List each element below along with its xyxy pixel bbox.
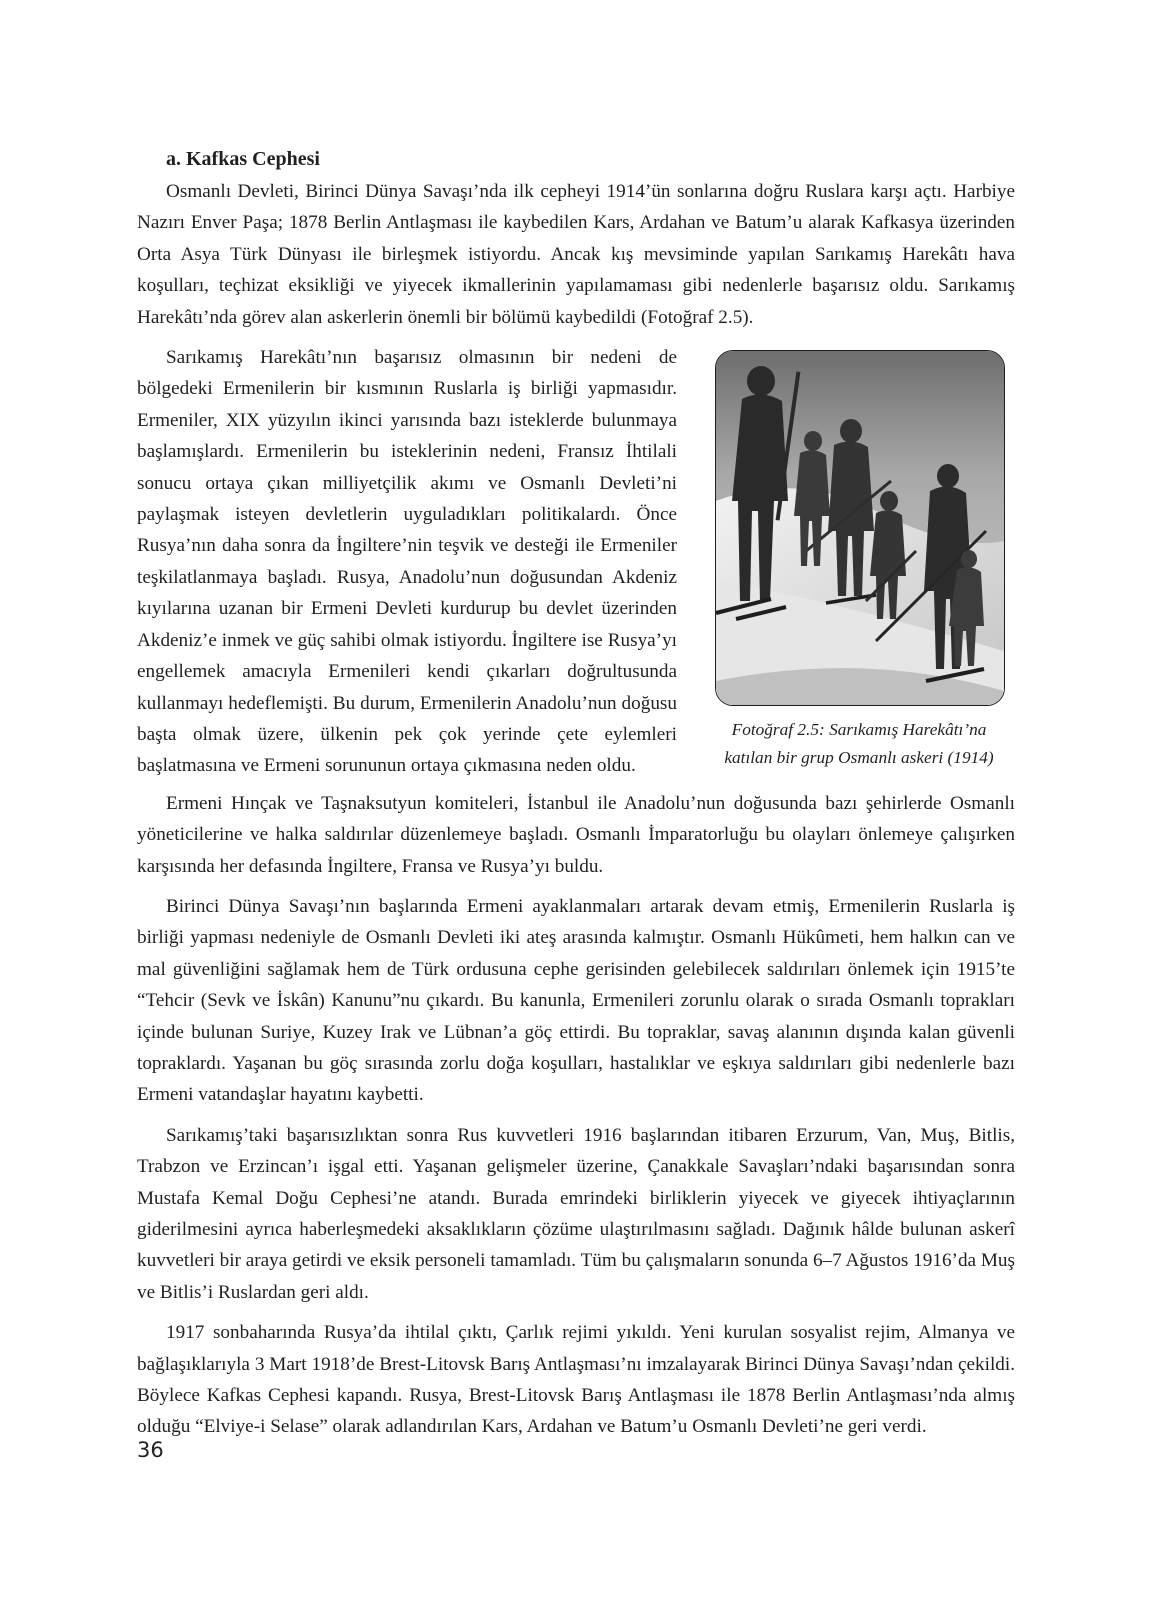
paragraph-4: Birinci Dünya Savaşı’nın başlarında Ermeni ayaklanmaları artarak devam etmiş, Ermenilerin Ruslarla iş birliği yapması nedeniyle de Osmanlı Devleti iki ateş arasında kalmıştır. Osmanlı Hükûmeti, hem halkın can ve mal güvenliğini sağlamak hem de Türk ordusuna cephe gerisinden gelebilecek saldırıları önlemek için 1915’te “Tehcir (Sevk ve İskân) Kanunu”nu çıkardı. Bu kanunla, Ermenileri zorunlu olarak o sırada Osmanlı toprakları içinde bulunan Suriye, Kuzey Irak ve Lübnan’a göç ettirdi. Bu topraklar, savaş alanının dışında kalan güvenli topraklardı. Yaşanan bu göç sırasında zorlu doğa koşulları, hastalıklar ve eşkıya saldırıları gibi nedenlerle bazı Ermeni vatandaşlar hayatını kaybetti. (137, 895, 1015, 1106)
page-number: 36 (137, 1438, 164, 1462)
paragraph-1: Osmanlı Devleti, Birinci Dünya Savaşı’nda ilk cepheyi 1914’ün sonlarına doğru Ruslara karşı açtı. Harbiye Nazırı Enver Paşa; 1878 Berlin Antlaşması ile kaybedilen Kars, Ardahan ve Batum’u alarak Kafkasya üzerinden Orta Asya Türk Dünyası ile birleşmek istiyordu. Ancak kış mevsiminde yapılan Sarıkamış Harekâtı hava koşulları, teçhizat eksikliği ve yiyecek ikmallerinin yapılamaması gibi nedenlerle başarısız oldu. Sarıkamış Harekâtı’nda görev alan askerlerin önemli bir bölümü kaybedildi (Fotoğraf 2.5). (137, 181, 1015, 328)
section-title: a. Kafkas Cephesi (166, 148, 320, 170)
page-content (137, 144, 1015, 1452)
text-with-figure (137, 342, 1015, 782)
figure-2-5 (703, 350, 1015, 772)
paragraph-2: Sarıkamış Harekâtı’nın başarısız olmasının bir nedeni de bölgedeki Ermenilerin bir kısmının Ruslarla iş birliği yapmasıdır. Ermeniler, XIX yüzyılın ikinci yarısında bazı isteklerde bulunmaya başlamışlardı. Ermenilerin bu isteklerinin nedeni, Fransız İhtilali sonucu ortaya çıkan milliyetçilik akımı ve Osmanlı Devleti’ni paylaşmak isteyen devletlerin uyguladıkları politikalardı. Önce Rusya’nın daha sonra da İngiltere’nin teşvik ve desteği ile Ermeniler teşkilatlanmaya başladı. Rusya, Anadolu’nun doğusundan Akdeniz kıyılarına uzanan bir Ermeni Devleti kurdurup bu devlet üzerinden Akdeniz’e inmek ve güç sahibi olmak istiyordu. İngiltere ise Rusya’yı engellemek amacıyla Ermenileri kendi çıkarları doğrultusunda kullanmayı hedeflemişti. Bu durum, Ermenilerin Anadolu’nun doğusu başta olmak üzere, ülkenin pek çok yerinde çete eylemleri başlatmasına ve Ermeni sorununun ortaya çıkmasına neden oldu. (137, 347, 677, 777)
figure-caption (703, 716, 1015, 772)
soldiers-photo (715, 350, 1005, 706)
caption-line-1: Fotoğraf 2.5: Sarıkamış Harekâtı’na (731, 720, 987, 740)
paragraph-6: 1917 sonbaharında Rusya’da ihtilal çıktı, Çarlık rejimi yıkıldı. Yeni kurulan sosyalist rejim, Almanya ve bağlaşıklarıyla 3 Mart 1918’de Brest-Litovsk Barış Antlaşması’nı imzalayarak Birinci Dünya Savaşı’ndan çekildi. Böylece Kafkas Cephesi kapandı. Rusya, Brest-Litovsk Barış Antlaşması ile 1878 Berlin Antlaşması’nda almış olduğu “Elviye-i Selase” olarak adlandırılan Kars, Ardahan ve Batum’u Osmanlı Devleti’ne geri verdi. (137, 1322, 1015, 1438)
paragraph-5: Sarıkamış’taki başarısızlıktan sonra Rus kuvvetleri 1916 başlarından itibaren Erzurum, Van, Muş, Bitlis, Trabzon ve Erzincan’ı işgal etti. Yaşanan gelişmeler üzerine, Çanakkale Savaşları’ndaki başarısından sonra Mustafa Kemal Doğu Cephesi’ne atandı. Burada emrindeki birliklerin yiyecek ve giyecek ihtiyaçlarının giderilmesini ayrıca haberleşmedeki aksaklıkların çözüme ulaştırılmasını sağladı. Dağınık hâlde bulunan askerî kuvvetleri bir araya getirdi ve eksik personeli tamamladı. Tüm bu çalışmaların sonunda 6–7 Ağustos 1916’da Muş ve Bitlis’i Ruslardan geri aldı. (137, 1124, 1015, 1303)
caption-line-2: katılan bir grup Osmanlı askeri (1914) (724, 748, 994, 768)
soldiers-photo-illustration (716, 351, 1004, 705)
paragraph-3: Ermeni Hınçak ve Taşnaksutyun komiteleri, İstanbul ile Anadolu’nun doğusunda bazı şehirlerde Osmanlı yöneticilerine ve halka saldırılar düzenlemeye başladı. Osmanlı İmparatorluğu bu olayları önlemeye çalışırken karşısında her defasında İngiltere, Fransa ve Rusya’yı buldu. (137, 792, 1015, 877)
